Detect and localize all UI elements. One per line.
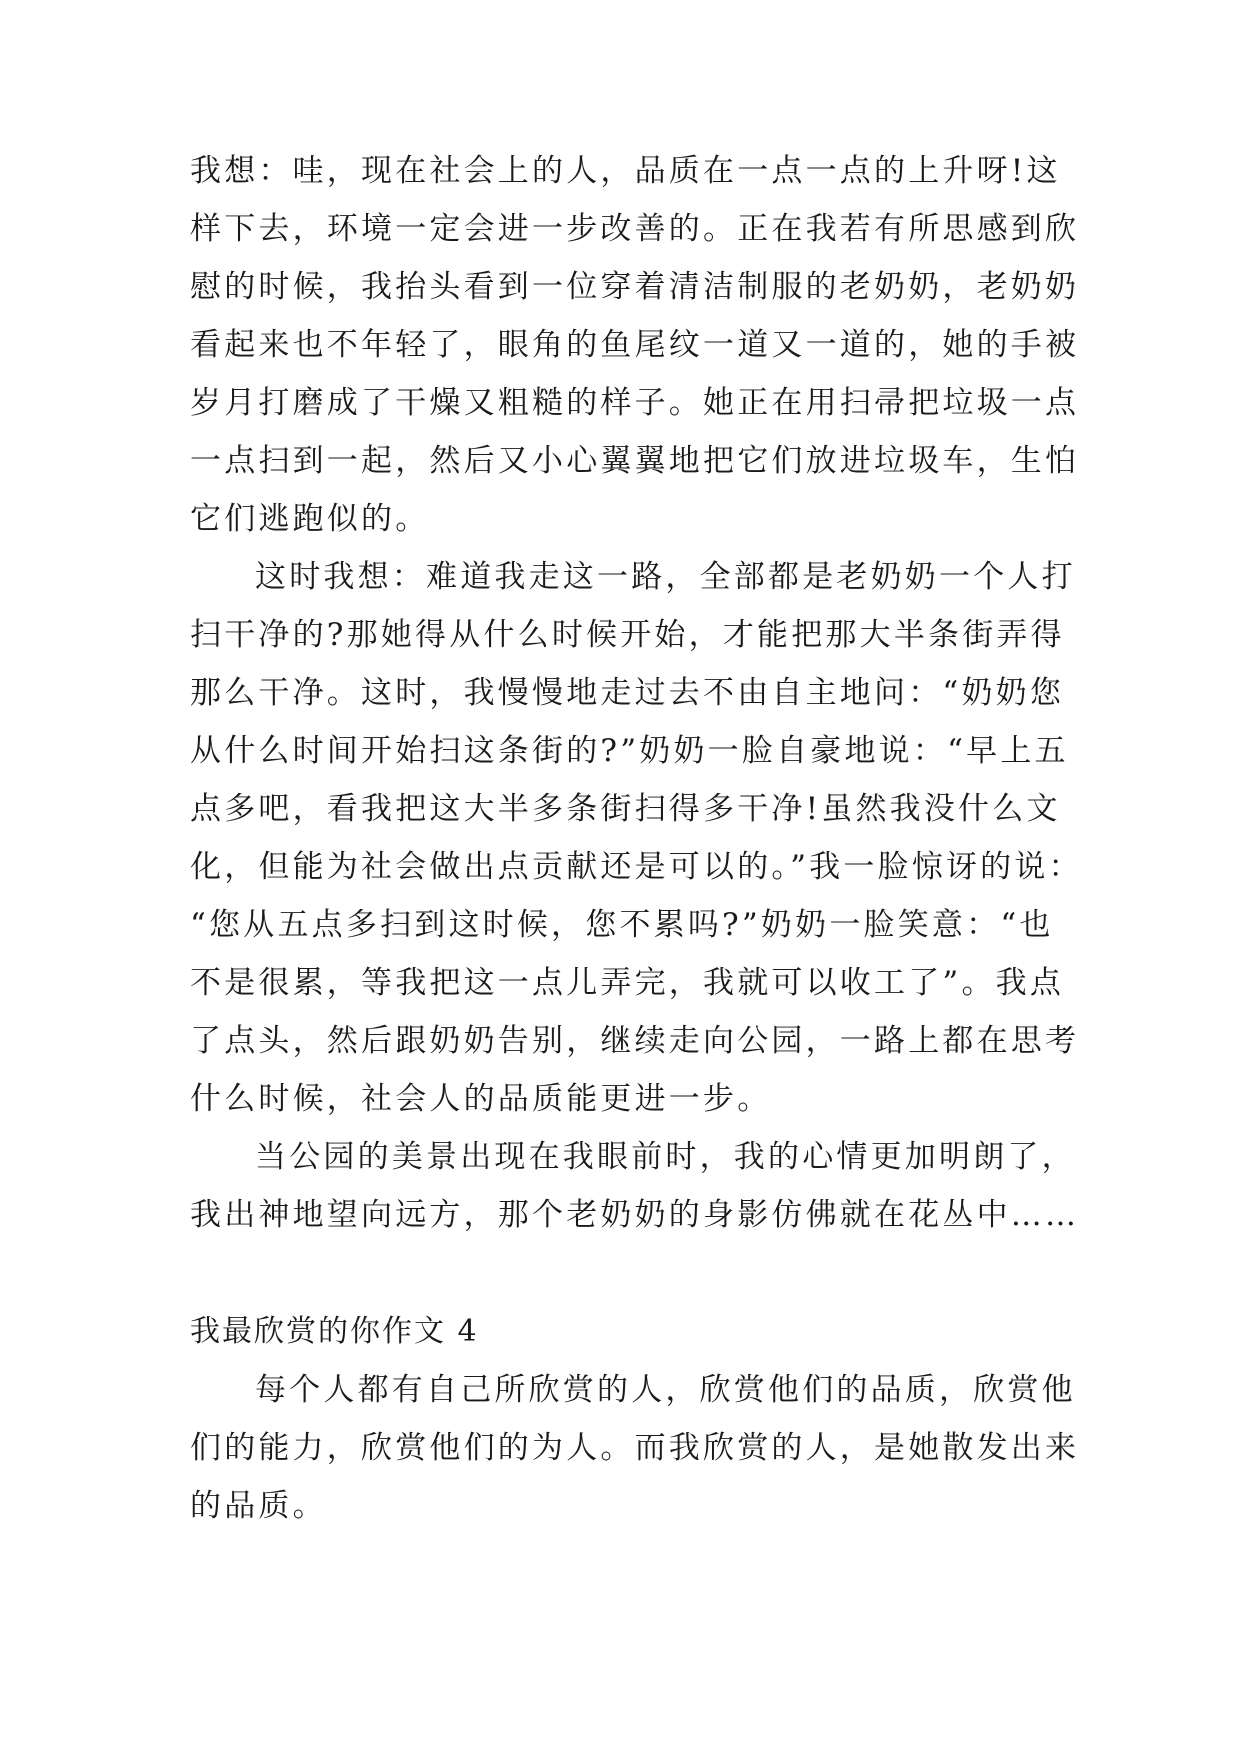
text-line: 这时我想：难道我走这一路，全部都是老奶奶一个人打 [255, 559, 1076, 595]
text-line: 了点头，然后跟奶奶告别，继续走向公园，一路上都在思考 [190, 1023, 1080, 1059]
text-line: 当公园的美景出现在我眼前时，我的心情更加明朗了， [255, 1139, 1076, 1175]
text-line: 慰的时候，我抬头看到一位穿着清洁制服的老奶奶，老奶奶 [190, 269, 1080, 305]
text-line: 它们逃跑似的。 [190, 501, 430, 537]
text-line: 什么时候，社会人的品质能更进一步。 [190, 1081, 772, 1117]
text-line: 我想：哇，现在社会上的人，品质在一点一点的上升呀!这 [190, 153, 1061, 189]
text-line: 从什么时间开始扫这条街的?”奶奶一脸自豪地说：“早上五 [190, 733, 1069, 769]
text-line: 一点扫到一起，然后又小心翼翼地把它们放进垃圾车，生怕 [190, 443, 1080, 479]
text-line: 每个人都有自己所欣赏的人，欣赏他们的品质，欣赏他 [255, 1372, 1076, 1408]
text-line: 不是很累，等我把这一点儿弄完，我就可以收工了”。我点 [190, 965, 1065, 1001]
text-line: 扫干净的?那她得从什么时候开始，才能把那大半条街弄得 [190, 617, 1065, 653]
text-line: 样下去，环境一定会进一步改善的。正在我若有所思感到欣 [190, 211, 1080, 247]
section-heading: 我最欣赏的你作文 4 [190, 1314, 479, 1349]
text-line: 化，但能为社会做出点贡献还是可以的。”我一脸惊讶的说： [190, 849, 1083, 885]
text-line: 岁月打磨成了干燥又粗糙的样子。她正在用扫帚把垃圾一点 [190, 385, 1080, 421]
text-line: 们的能力，欣赏他们的为人。而我欣赏的人，是她散发出来 [190, 1430, 1080, 1466]
text-line: 我出神地望向远方，那个老奶奶的身影仿佛就在花丛中…… [190, 1197, 1080, 1233]
text-line: 的品质。 [190, 1488, 327, 1524]
text-line: 那么干净。这时，我慢慢地走过去不由自主地问：“奶奶您 [190, 675, 1065, 711]
text-line: 看起来也不年轻了，眼角的鱼尾纹一道又一道的，她的手被 [190, 327, 1080, 363]
text-line: “您从五点多扫到这时候，您不累吗?”奶奶一脸笑意：“也 [190, 907, 1054, 943]
text-line: 点多吧，看我把这大半多条街扫得多干净!虽然我没什么文 [190, 791, 1061, 827]
